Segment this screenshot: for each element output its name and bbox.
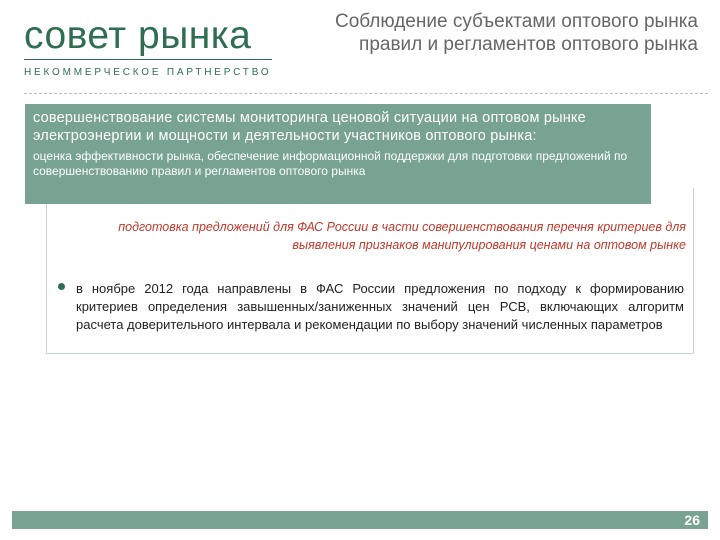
page-number: 26 bbox=[684, 512, 700, 528]
section-subheading: оценка эффективности рынка, обеспечение информационной поддержки для подготовки предложений по совершенствованию правил и регламентов оптового рынка bbox=[33, 149, 628, 178]
logo-title: совет рынка bbox=[24, 14, 252, 57]
bullet-item: в ноябре 2012 года направлены в ФАС России предложения по подходу к формированию критериев определения завышенных/заниженных значений цен РСВ, включающих алгоритм расчета доверительного интервала и рекомендации по выбору значений численных параметров bbox=[76, 281, 684, 332]
task-text: подготовка предложений для ФАС России в части совершенствования перечня критериев для выявления признаков манипулирования ценами на оптовом рынке bbox=[118, 220, 686, 252]
header-divider bbox=[24, 93, 708, 94]
footer-bar bbox=[12, 511, 708, 529]
bullet-dot-icon bbox=[58, 283, 65, 290]
slide-title: Соблюдение субъектами оптового рынка правил и регламентов оптового рынка bbox=[334, 11, 698, 55]
section-box bbox=[25, 104, 651, 204]
section-heading: совершенствование системы мониторинга ценовой ситуации на оптовом рынке электроэнергии и мощности и деятельности участников оптового рынка: bbox=[33, 110, 586, 144]
logo-divider bbox=[24, 59, 272, 60]
logo-subtitle: НЕКОММЕРЧЕСКОЕ ПАРТНЕРСТВО bbox=[24, 67, 272, 78]
